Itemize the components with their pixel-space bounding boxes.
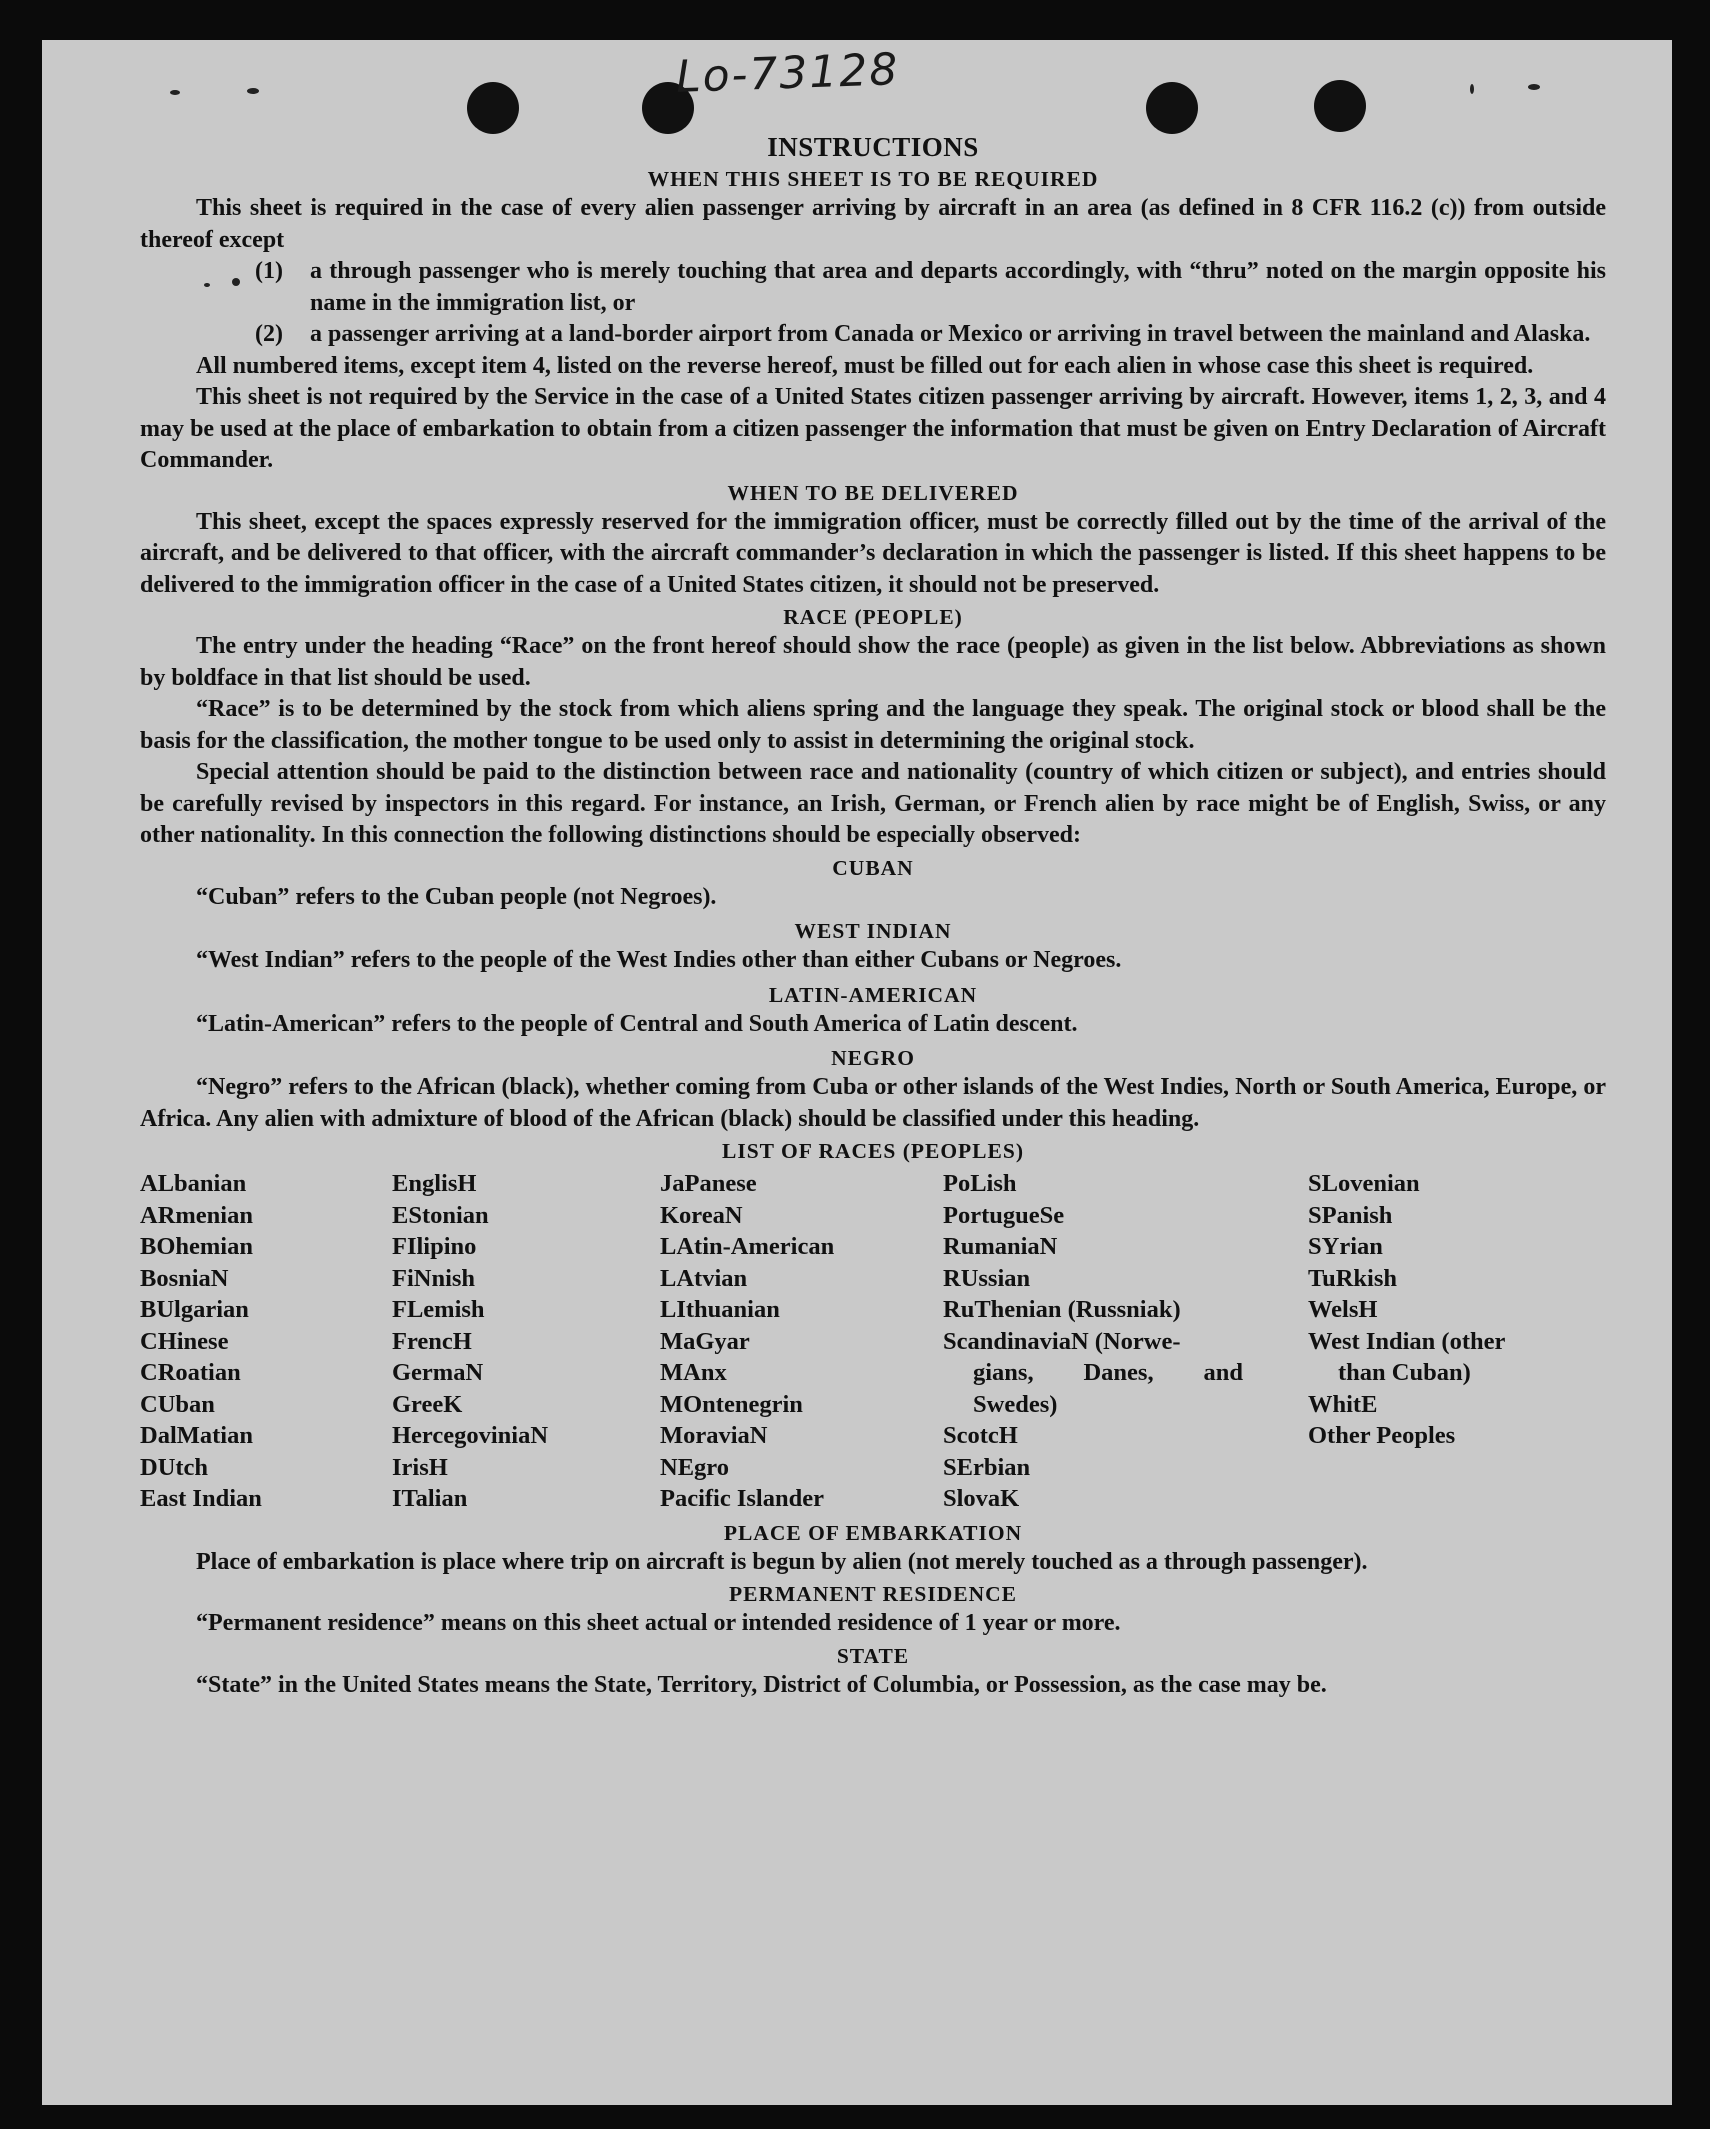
page-title: INSTRUCTIONS	[767, 132, 979, 162]
paragraph: Special attention should be paid to the distinction between race and nationality (country of which citizen or subject), and entries should be carefully revised by inspectors in this regard. For instance, an Irish, German, or French alien by race might be of English, Swiss, or any other nationality. In this connection the following distinctions should be especially observed:	[140, 759, 1606, 848]
list-item	[140, 256, 1606, 319]
race-entry: EStonian	[392, 1201, 489, 1229]
heading-latin-american: LATIN-AMERICAN	[768, 982, 978, 1007]
race-entry: FIlipino	[392, 1233, 477, 1260]
race-entry-continuation: gians, Danes, and	[973, 1359, 1243, 1386]
race-entry: DUtch	[140, 1453, 209, 1481]
list-item-number: (1)	[255, 258, 283, 284]
paragraph: “West Indian” refers to the people of the West Indies other than either Cubans or Negroes.	[196, 947, 1122, 973]
race-entry: SErbian	[943, 1453, 1031, 1481]
race-entry: FLemish	[392, 1296, 485, 1323]
race-entry: LAtin-American	[660, 1233, 835, 1260]
race-entry: BOhemian	[140, 1233, 253, 1260]
race-entry: West Indian (other	[1308, 1327, 1506, 1355]
race-entry: MaGyar	[660, 1327, 750, 1355]
paragraph: “Negro” refers to the African (black), whether coming from Cuba or other islands of the West Indies, North or South America, Europe, or Africa. Any alien with admixture of blood of the African (black) should be classified under this heading.	[140, 1074, 1606, 1132]
race-entry: GermaN	[392, 1359, 484, 1386]
race-list	[140, 1168, 1606, 1515]
race-entry: FrencH	[392, 1327, 472, 1355]
scan-speck	[1470, 84, 1474, 94]
race-entry: East Indian	[140, 1485, 262, 1512]
race-entry: MOntenegrin	[660, 1390, 803, 1418]
paragraph: Place of embarkation is place where trip on aircraft is begun by alien (not merely touched as a through passenger).	[196, 1548, 1368, 1575]
race-entry: SlovaK	[943, 1485, 1020, 1512]
heading-permanent-residence: PERMANENT RESIDENCE	[729, 1582, 1017, 1606]
race-entry-continuation: than Cuban)	[1338, 1359, 1471, 1386]
scan-speck	[170, 90, 180, 95]
race-entry: SLovenian	[1308, 1170, 1420, 1197]
instructions-content	[140, 122, 1606, 1701]
heading-state: STATE	[836, 1643, 910, 1668]
race-entry: ARmenian	[140, 1201, 253, 1229]
race-entry: BUlgarian	[140, 1296, 249, 1323]
race-entry: ALbanian	[140, 1170, 247, 1197]
race-entry: Pacific Islander	[660, 1485, 824, 1512]
list-item-number: (2)	[255, 321, 283, 347]
instruction-sheet	[42, 40, 1672, 2105]
race-entry: LIthuanian	[660, 1296, 780, 1323]
race-entry: GreeK	[392, 1390, 463, 1418]
paragraph: “Latin-American” refers to the people of Central and South America of Latin descent.	[196, 1010, 1078, 1037]
list-item	[140, 319, 1606, 351]
race-entry: ScotcH	[943, 1422, 1018, 1449]
race-entry-continuation: Swedes)	[973, 1390, 1058, 1418]
race-entry: CHinese	[140, 1327, 229, 1355]
heading-when-delivered: WHEN TO BE DELIVERED	[727, 480, 1019, 505]
race-entry: BosniaN	[140, 1264, 229, 1292]
scan-speck	[247, 88, 259, 94]
list-item-text: a through passenger who is merely touching that area and departs accordingly, with “thru” noted on the margin opposite his name in the immigration list, or	[310, 258, 1606, 316]
paragraph: This sheet, except the spaces expressly reserved for the immigration officer, must be correctly filled out by the time of the arrival of the aircraft, and be delivered to that officer, with the aircraft commander’s declaration in which the passenger is listed. If this sheet happens to be delivered to the immigration officer in the case of a United States citizen, it should not be preserved.	[140, 508, 1606, 598]
race-entry: LAtvian	[660, 1264, 748, 1292]
heading-list-of-races: LIST OF RACES (PEOPLES)	[722, 1139, 1024, 1163]
race-entry: IrisH	[392, 1453, 448, 1481]
race-entry: RUssian	[943, 1264, 1031, 1292]
race-entry: SPanish	[1308, 1201, 1393, 1229]
race-column-3	[660, 1168, 943, 1515]
race-entry: SYrian	[1308, 1233, 1383, 1260]
race-entry: RuThenian (Russniak)	[943, 1296, 1181, 1323]
race-entry: MoraviaN	[660, 1422, 768, 1449]
list-item-text: a passenger arriving at a land-border airport from Canada or Mexico or arriving in travel between the mainland and Alaska.	[310, 321, 1591, 347]
race-entry: HercegoviniaN	[392, 1422, 549, 1449]
heading-cuban: CUBAN	[832, 855, 914, 880]
race-entry: FiNnish	[392, 1264, 476, 1292]
race-entry: RumaniaN	[943, 1233, 1058, 1260]
race-entry: PoLish	[943, 1170, 1017, 1197]
race-column-4	[943, 1168, 1308, 1515]
race-entry: CRoatian	[140, 1359, 241, 1386]
race-entry: WelsH	[1308, 1296, 1378, 1323]
paragraph: “State” in the United States means the State, Territory, District of Columbia, or Possession, as the case may be.	[196, 1671, 1327, 1698]
race-column-2	[392, 1168, 660, 1515]
race-entry: TuRkish	[1308, 1264, 1398, 1292]
race-column-5	[1308, 1168, 1606, 1515]
race-entry: WhitE	[1308, 1390, 1378, 1418]
heading-when-required: WHEN THIS SHEET IS TO BE REQUIRED	[647, 167, 1099, 191]
race-entry: CUban	[140, 1390, 215, 1418]
race-entry: PortugueSe	[943, 1201, 1065, 1229]
race-entry: ScandinaviaN (Norwe-	[943, 1327, 1181, 1355]
race-entry: KoreaN	[660, 1201, 743, 1229]
race-entry: ITalian	[392, 1485, 468, 1512]
heading-race: RACE (PEOPLE)	[783, 605, 963, 629]
heading-place-of-embarkation: PLACE OF EMBARKATION	[723, 1520, 1023, 1545]
race-entry: EnglisH	[392, 1170, 477, 1197]
race-entry: MAnx	[660, 1359, 727, 1386]
race-entry: DalMatian	[140, 1422, 253, 1449]
race-entry: JaPanese	[660, 1170, 757, 1197]
paragraph: The entry under the heading “Race” on the front hereof should show the race (people) as given in the list below. Abbreviations as shown by boldface in that list should be used.	[140, 633, 1606, 691]
race-column-1	[140, 1168, 392, 1515]
paragraph: “Race” is to be determined by the stock from which aliens spring and the language they speak. The original stock or blood shall be the basis for the classification, the mother tongue to be used only to assist in determining the original stock.	[140, 696, 1606, 754]
scan-speck	[1528, 84, 1540, 90]
paragraph: All numbered items, except item 4, listed on the reverse hereof, must be filled out for each alien in whose case this sheet is required.	[196, 352, 1534, 379]
paragraph: This sheet is not required by the Service in the case of a United States citizen passenger arriving by aircraft. However, items 1, 2, 3, and 4 may be used at the place of embarkation to obtain from a citizen passenger the information that must be given on Entry Declaration of Aircraft Commander.	[140, 384, 1606, 473]
paragraph: This sheet is required in the case of every alien passenger arriving by aircraft in an area (as defined in 8 CFR 116.2 (c)) from outside thereof except	[140, 195, 1606, 253]
race-entry: NEgro	[660, 1453, 729, 1481]
paragraph: “Permanent residence” means on this sheet actual or intended residence of 1 year or more.	[196, 1610, 1121, 1636]
heading-west-indian: WEST INDIAN	[794, 919, 952, 943]
paragraph: “Cuban” refers to the Cuban people (not Negroes).	[196, 883, 717, 910]
race-entry: Other Peoples	[1308, 1422, 1456, 1449]
heading-negro: NEGRO	[831, 1046, 915, 1070]
handwritten-file-number: Lo-73128	[675, 44, 901, 103]
